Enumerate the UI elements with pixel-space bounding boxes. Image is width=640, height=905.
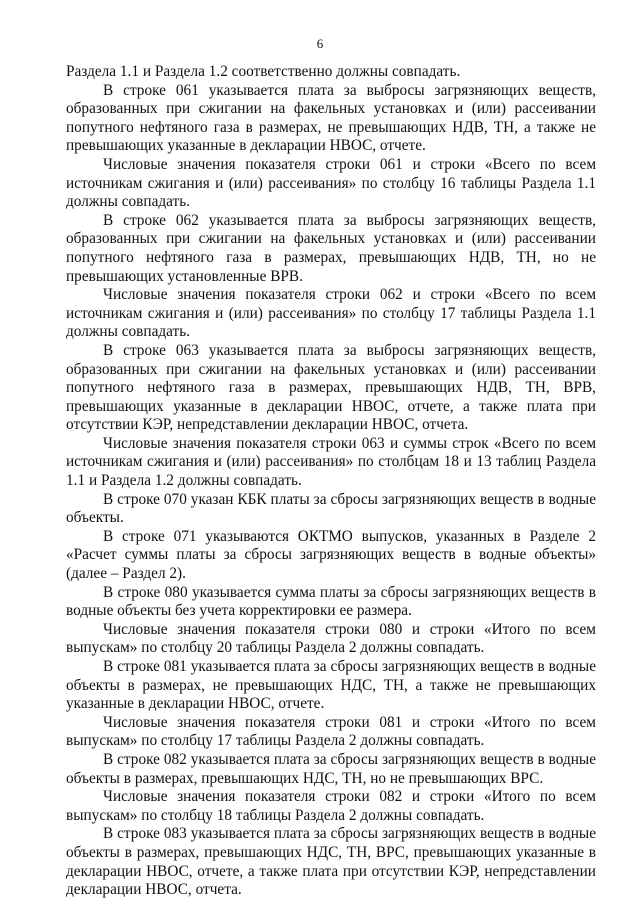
page-number: 6 <box>316 36 324 51</box>
paragraph-check-061: Числовые значения показателя строки 061 и строки «Всего по всем источникам сжигания и (или) рассеивания» по столбцу 16 таблицы Раздела 1.1 должны совпадать. <box>66 155 596 211</box>
paragraph-check-063: Числовые значения показателя строки 063 и суммы строк «Всего по всем источникам сжигания и (или) рассеивания» по столбцам 18 и 13 таблиц Раздела 1.1 и Раздела 1.2 должны совпадать. <box>66 434 596 490</box>
paragraph-line-061: В строке 061 указывается плата за выбросы загрязняющих веществ, образованных при сжигании на факельных установках и (или) рассеивании попутного нефтяного газа в размерах, не превышающих НДВ, ТН, а также не превышающих указанные в декларации НВОС, отчете. <box>66 81 596 155</box>
paragraph-line-062: В строке 062 указывается плата за выбросы загрязняющих веществ, образованных при сжигании на факельных установках и (или) рассеивании попутного нефтяного газа в размерах, превышающих НДВ, ТН, но не превышающих установленные ВРВ. <box>66 211 596 285</box>
paragraph-check-080: Числовые значения показателя строки 080 и строки «Итого по всем выпускам» по столбцу 20 таблицы Раздела 2 должны совпадать. <box>66 620 596 657</box>
paragraph-check-081: Числовые значения показателя строки 081 и строки «Итого по всем выпускам» по столбцу 17 таблицы Раздела 2 должны совпадать. <box>66 713 596 750</box>
paragraph-line-082: В строке 082 указывается плата за сбросы загрязняющих веществ в водные объекты в размерах, превышающих НДС, ТН, но не превышающих ВРС. <box>66 750 596 787</box>
paragraph-continuation: Раздела 1.1 и Раздела 1.2 соответственно должны совпадать. <box>66 63 461 80</box>
document-body <box>66 63 596 900</box>
paragraph-line-080: В строке 080 указывается сумма платы за сбросы загрязняющих веществ в водные объекты без учета корректировки ее размера. <box>66 583 596 620</box>
paragraph-line-083: В строке 083 указывается плата за сбросы загрязняющих веществ в водные объекты в размерах, превышающих НДС, ТН, ВРС, превышающих указанные в декларации НВОС, отчете, а также плата при отсутствии КЭР, непредставлении декларации НВОС, отчета. <box>66 825 596 899</box>
paragraph-line-070: В строке 070 указан КБК платы за сбросы загрязняющих веществ в водные объекты. <box>66 490 596 527</box>
paragraph-line-071: В строке 071 указываются ОКТМО выпусков, указанных в Разделе 2 «Расчет суммы платы за сбросы загрязняющих веществ в водные объекты» (далее – Раздел 2). <box>66 527 596 583</box>
paragraph-check-082: Числовые значения показателя строки 082 и строки «Итого по всем выпускам» по столбцу 18 таблицы Раздела 2 должны совпадать. <box>66 788 596 824</box>
paragraph-line-063: В строке 063 указывается плата за выбросы загрязняющих веществ, образованных при сжигании на факельных установках и (или) рассеивании попутного нефтяного газа в размерах, превышающих НДВ, ТН, ВРВ, превышающих указанные в декларации НВОС, отчете, а также плата при отсутствии КЭР, непредставлении декларации НВОС, отчета. <box>66 341 596 434</box>
paragraph-check-062: Числовые значения показателя строки 062 и строки «Всего по всем источникам сжигания и (или) рассеивания» по столбцу 17 таблицы Раздела 1.1 должны совпадать. <box>66 286 596 341</box>
paragraph-line-081: В строке 081 указывается плата за сбросы загрязняющих веществ в водные объекты в размерах, не превышающих НДС, ТН, а также не превышающих указанные в декларации НВОС, отчете. <box>66 658 596 713</box>
